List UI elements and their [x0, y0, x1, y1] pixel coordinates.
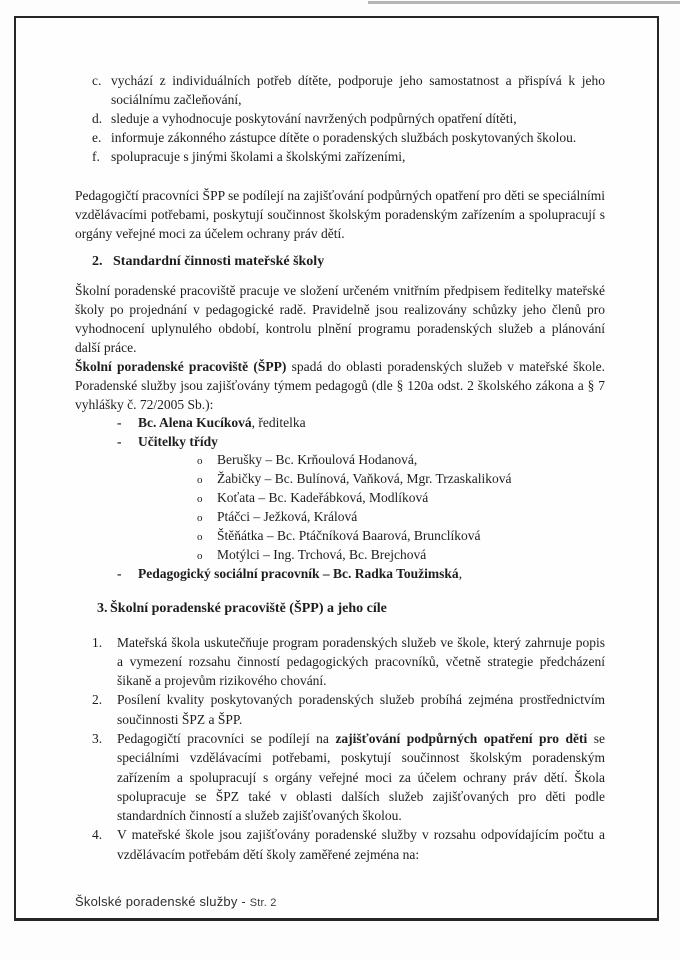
circle-bullet: o — [197, 531, 203, 543]
goal-text-run: Pedagogičtí pracovníci se podílejí na — [117, 730, 336, 746]
dash-bullet: - — [117, 433, 122, 449]
page-border-frame — [14, 16, 659, 921]
class-item-text: Štěňátka – Bc. Ptáčníková Baarová, Brunclíková — [217, 528, 481, 543]
team-list — [75, 414, 605, 584]
circle-bullet: o — [197, 474, 203, 486]
goal-number: 1. — [92, 634, 103, 650]
goals-list — [75, 633, 605, 865]
page-footer — [75, 894, 277, 909]
goal-number: 3. — [92, 730, 103, 746]
list-item-text: spolupracuje s jinými školami a školskými zařízeními, — [111, 149, 406, 164]
class-item-text: Žabičky – Bc. Bulínová, Vaňková, Mgr. Trzaskaliková — [217, 471, 512, 486]
heading-number: 3. — [97, 600, 108, 616]
class-item — [197, 508, 605, 527]
list-item — [92, 147, 605, 166]
goal-text-run: V mateřské škole jsou zajišťovány poradenské služby v rozsahu odpovídajícím počtu a vzdělávacím potřebám dětí školy zaměřené zejména na: — [117, 827, 605, 862]
goal-number: 2. — [92, 692, 103, 708]
dash-bullet: - — [117, 415, 122, 430]
goal-text-run: Posílení kvality poskytovaných poradenských služeb probíhá zejména prostřednictvím součinnosti ŠPZ a ŠPP. — [117, 692, 605, 727]
section-heading-3 — [97, 599, 605, 618]
team-item-text — [138, 433, 605, 452]
goal-item — [92, 825, 605, 864]
class-item-text: Koťata – Bc. Kadeřábková, Modlíková — [217, 490, 429, 505]
class-item — [197, 546, 605, 565]
list-item-text: vychází z individuálních potřeb dítěte, podporuje jeho samostatnost a přispívá k jeho sociálnímu začleňování, — [111, 73, 605, 107]
dash-bullet: - — [117, 566, 122, 581]
list-item — [92, 109, 605, 128]
team-item-text — [138, 414, 605, 433]
class-item-text: Ptáčci – Ježková, Králová — [217, 509, 358, 524]
goal-text-bold: zajišťování podpůrných opatření pro děti — [335, 730, 588, 746]
team-item-director — [117, 414, 605, 433]
team-item-social-worker — [117, 565, 605, 584]
goal-number: 4. — [92, 827, 103, 843]
goal-item — [92, 729, 605, 825]
footer-title: Školské poradenské služby - — [75, 894, 250, 909]
list-item — [92, 128, 605, 147]
goal-text-run: Mateřská škola uskutečňuje program poradenských služeb ve škole, který zahrnuje popis a vymezení rozsahu činností pedagogických pracovníků, včetně strategie předcházení šikaně a projevům rizikového chování. — [117, 634, 605, 689]
goal-item — [92, 633, 605, 691]
circle-bullet: o — [197, 550, 203, 562]
list-marker: e. — [92, 130, 102, 145]
team-group-label: Učitelky třídy — [138, 433, 218, 449]
goal-item — [92, 690, 605, 729]
class-item — [197, 489, 605, 508]
team-member-role: , ředitelka — [251, 415, 306, 430]
list-marker: d. — [92, 111, 103, 126]
list-item — [92, 71, 605, 109]
footer-page-number: Str. 2 — [249, 897, 277, 909]
scan-artifact-line — [368, 1, 680, 4]
circle-bullet: o — [197, 493, 203, 505]
class-item — [197, 527, 605, 546]
goal-text — [117, 633, 605, 691]
heading-number: 2. — [92, 254, 103, 269]
team-member-name: Pedagogický sociální pracovník – Bc. Radka Toužimská — [138, 566, 459, 581]
paragraph-rest: spadá do oblasti poradenských služeb v mateřské škole. Poradenské služby jsou zajišťovány týmem pedagogů (dle § 120a odst. 2 školského zákona a § 7 vyhlášky č. 72/2005 Sb.): — [75, 359, 606, 412]
team-item-text — [138, 565, 605, 584]
team-item-punctuation: , — [458, 566, 463, 581]
lettered-list — [92, 71, 605, 166]
team-member-name: Bc. Alena Kucíková — [138, 415, 252, 430]
paragraph-bold-lead: Školní poradenské pracoviště (ŠPP) — [75, 359, 287, 374]
list-marker: c. — [92, 73, 102, 88]
circle-bullet: o — [197, 512, 203, 524]
heading-text: Školní poradenské pracoviště (ŠPP) a jeho cíle — [110, 600, 387, 616]
list-marker: f. — [92, 149, 100, 164]
class-item — [197, 451, 605, 470]
team-item-teachers — [117, 433, 605, 452]
goal-text-run: se speciálními vzdělávacími potřebami, poskytují součinnost školským poradenským zařízením a spolupracují s orgány veřejné moci za účelem ochrany práv dětí. Škola spolupracuje se ŠPZ také v oblasti dalších služeb zajišťovaných pro děti podle standardních činností a služeb zajišťovaných školou. — [117, 730, 605, 824]
class-item — [197, 470, 605, 489]
heading-text: Standardní činnosti mateřské školy — [113, 254, 325, 269]
list-item-text: informuje zákonného zástupce dítěte o poradenských službách poskytovaných školou. — [111, 130, 577, 145]
class-item-text: Berušky – Bc. Krňoulová Hodanová, — [217, 452, 418, 467]
class-sublist — [75, 451, 605, 565]
paragraph-workplace-composition: Školní poradenské pracoviště pracuje ve složení určeném vnitřním předpisem ředitelky mateřské školy po projednání v pedagogické radě. Pravidelně jsou realizovány schůzky jeho členů pro vyhodnocení uplynulého období, kontrolu plnění programu poradenských služeb a plánování další práce. — [75, 283, 605, 355]
paragraph-spp-support: Pedagogičtí pracovníci ŠPP se podílejí na zajišťování podpůrných opatření pro děti se speciálními vzdělávacími potřebami, poskytují součinnost školským poradenským zařízením a spolupracují s orgány veřejné moci za účelem ochrany práv dětí. — [75, 188, 605, 241]
circle-bullet: o — [197, 455, 203, 467]
goal-text — [117, 729, 605, 825]
class-item-text: Motýlci – Ing. Trchová, Bc. Brejchová — [217, 547, 427, 562]
list-item-text: sleduje a vyhodnocuje poskytování navržených podpůrných opatření dítěti, — [111, 111, 517, 126]
document-content — [16, 18, 657, 918]
goal-text — [117, 825, 605, 864]
paragraph-spp-scope — [75, 357, 605, 414]
section-heading-2 — [92, 252, 605, 271]
goal-text — [117, 690, 605, 729]
